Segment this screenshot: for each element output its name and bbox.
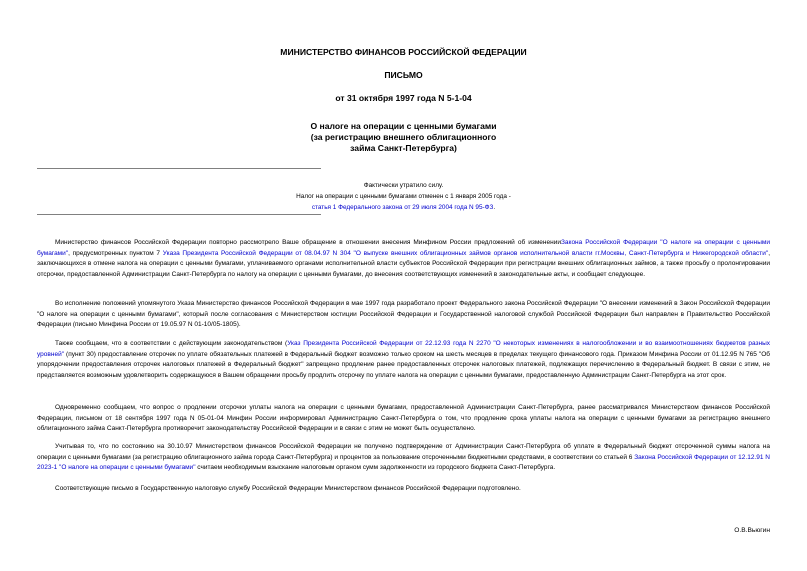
- paragraph-6: Соответствующие письмо в Государственную налоговую службу Российской Федерации Министерством финансов Российской Федерации подготовлено.: [55, 485, 521, 492]
- document-title-line-1: О налоге на операции с ценными бумагами: [310, 121, 497, 131]
- law-2023-1-link[interactable]: Закона Российской Федерации от 12.12.91 N 2023-1 "О налоге на операции с ценными бумагами": [37, 453, 770, 472]
- status-note-line-1: Фактически утратило силу.: [363, 182, 444, 189]
- paragraph-5-text-a: Учитывая то, что по состоянию на 30.10.97 Министерством финансов Российской Федерации не получено подтверждение от Администрации Санкт-Петербурга об уплате в Федеральный бюджет отсроченной суммы налога на операции с ценными бумагами (за регистрацию облигационного займа города Санкт-Петербурга) и процентов за пользование отсроченными бюджетными средствами, в соответствии со статьей 6: [37, 443, 770, 461]
- decree-2270-link[interactable]: Указ Президента Российской Федерации от 22.12.93 года N 2270 "О некоторых изменениях в налогообложении и во взаимоотношениях бюджетов разных уровней": [37, 340, 770, 358]
- paragraph-2: Во исполнение положений упомянутого Указа Министерство финансов Российской Федерации в мае 1997 года разработало проект Федерального закона Российской Федерации "О внесении изменений в Закон Российской Федерации "О налоге на операции с ценными бумагами", который после согласования с Министерством юстиции Российской Федерации и Государственной налоговой службой Российской Федерации был направлен в Правительство Российской Федерации (письмо Минфина России от 19.05.97 N 01-10/05-1805).: [37, 300, 770, 329]
- status-note-line-3: [0, 202, 807, 213]
- document-title-line-3: займа Санкт-Петербурга): [350, 143, 457, 153]
- repeal-law-link[interactable]: статья 1 Федерального закона от 29 июля 2004 года N 95-ФЗ: [311, 204, 494, 211]
- decree-304-link[interactable]: Указа Президента Российской Федерации от 08.04.97 N 304 "О выпуске внешних облигационных займов органов исполнительной власти гг.Москвы, Санкт-Петербурга и Нижегородской области": [162, 249, 769, 257]
- paragraph-1-text-c: , заключающихся в отмене налога на операции с ценными бумагами, уплачиваемого органами исполнительной власти субъектов Российской Федерации при регистрации внешних облигационных займов, а также просьбу о пролонгировании отсрочки, предоставленной Администрации Санкт-Петербурга по налогу на операции с ценными бумагами, до внесения соответствующих изменений в законодательные акты, и сообщает следующее.: [37, 249, 770, 279]
- top-divider: [37, 168, 321, 169]
- paragraph-4: Одновременно сообщаем, что вопрос о продлении отсрочки уплаты налога на операции с ценными бумагами, предоставленной Администрации Санкт-Петербурга, ранее рассматривался Министерством финансов Российской Федерации, письмом от 18 сентября 1997 года N 05-01-04 Минфин России информировал Администрацию Санкт-Петербурга о том, что продление срока уплаты налога на операции с ценными бумагами за регистрацию внешнего облигационного займа Санкт-Петербурга противоречит законодательству Российской Федерации и в связи с этим не может быть осуществлено.: [37, 404, 770, 433]
- paragraph-1-text-a: Министерство финансов Российской Федерации повторно рассмотрело Ваше обращение в отношении внесения Минфином России предложений об изменении: [55, 239, 561, 246]
- paragraph-5: [37, 442, 770, 474]
- ministry-heading: МИНИСТЕРСТВО ФИНАНСОВ РОССИЙСКОЙ ФЕДЕРАЦИИ: [280, 47, 527, 57]
- paragraph-3-text-b: (пункт 30) предоставление отсрочек по уплате обязательных платежей в Федеральный бюджет возможно только сроком на шесть месяцев в пределах текущего финансового года. Приказом Минфина России от 01.12.95 N 765 "Об упорядочении предоставления отсрочек налоговых платежей в Федеральный бюджет" запрещено продление ранее предоставленных отсрочек налоговых платежей, подлежащих перечислению в Федеральный бюджет. В связи с этим, не представляется возможным удовлетворить содержащуюся в Вашем обращении просьбу продлить отсрочку по уплате налога на операции с ценными бумагами, предоставленную Администрации Санкт-Петербурга на этот срок.: [37, 350, 770, 380]
- document-title-line-2: (за регистрацию внешнего облигационного: [310, 132, 497, 142]
- paragraph-1-text-b: , предусмотренных пунктом 7: [68, 249, 163, 257]
- law-securities-tax-link[interactable]: Закона Российской Федерации "О налоге на операции с ценными бумагами": [37, 239, 770, 257]
- bottom-divider: [37, 214, 321, 215]
- paragraph-3-text-a: Также сообщаем, что в соответствии с действующим законодательством (: [55, 340, 288, 347]
- paragraph-5-text-b: считаем необходимым взыскание налоговым органом сумм задолженности из городского бюджета Санкт-Петербурга.: [195, 464, 556, 472]
- document-type: ПИСЬМО: [384, 70, 423, 80]
- paragraph-1: [37, 238, 770, 281]
- paragraph-3: [37, 339, 770, 382]
- document-date-number: от 31 октября 1997 года N 5-1-04: [335, 93, 472, 103]
- signature: О.В.Вьюгин: [734, 527, 770, 534]
- status-note-end: .: [493, 204, 496, 211]
- status-note-line-2: Налог на операции с ценными бумагами отменен с 1 января 2005 года -: [296, 193, 511, 200]
